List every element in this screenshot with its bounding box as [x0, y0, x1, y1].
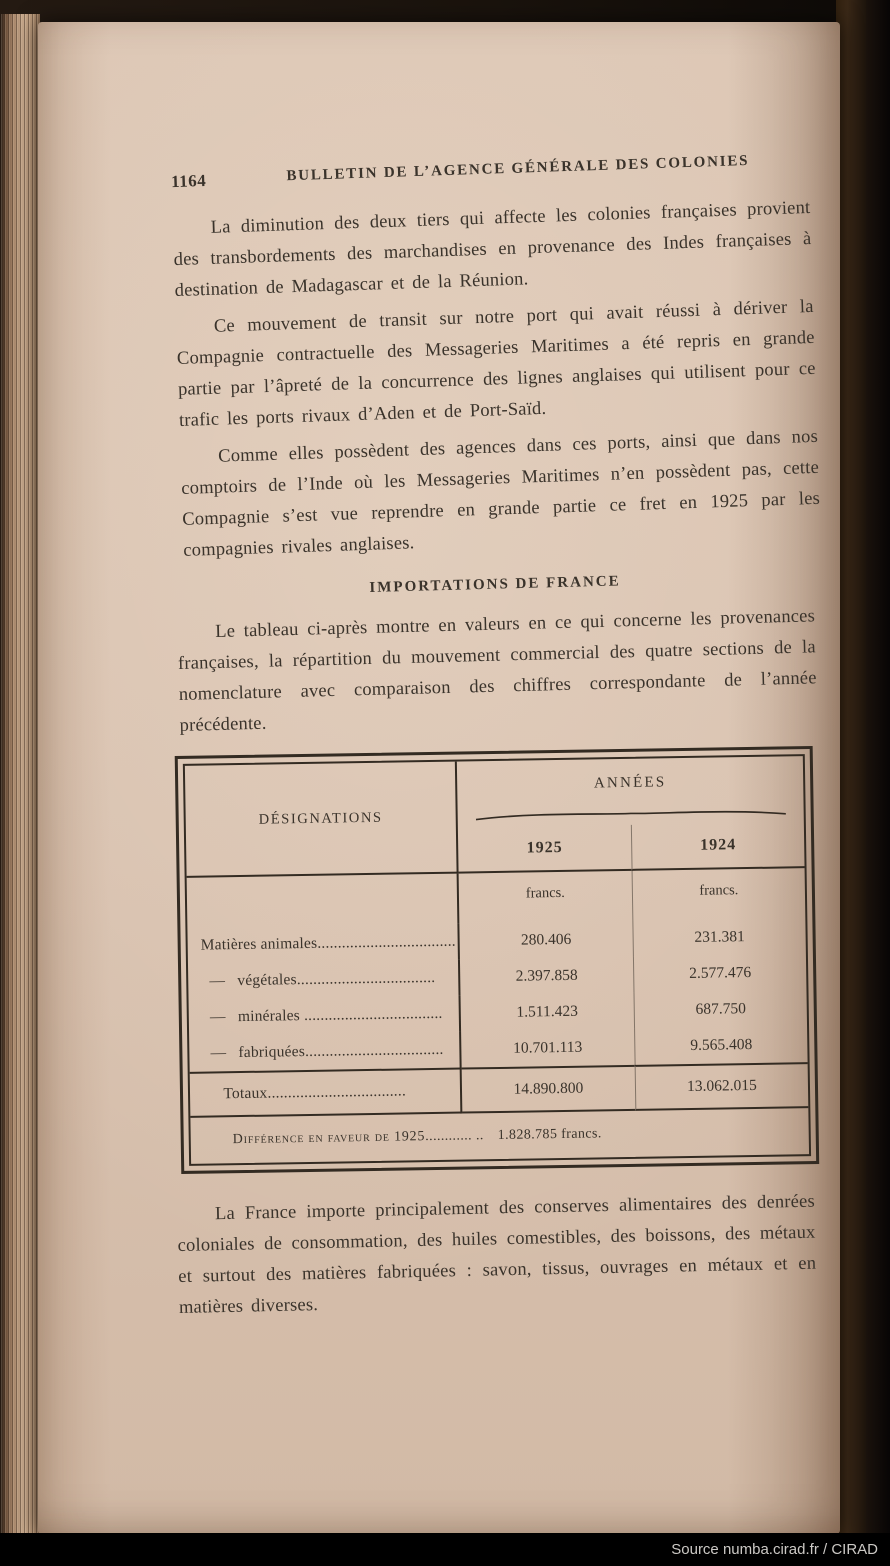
table-cell-value: 231.381	[632, 918, 806, 957]
table-row-label: — minérales ..................................	[189, 996, 461, 1036]
table-cell-value: 2.397.858	[515, 966, 578, 985]
annees-brace-curve	[471, 806, 790, 822]
table-cell-value: 9.565.408	[634, 1026, 808, 1065]
paragraph: Le tableau ci-après montre en valeurs en ce qui concerne les provenances françaises, la répartition du mouvement commercial des quatre sections de la nomenclature avec comparaison des chiffres correspondante de l’année précédente.	[177, 606, 817, 736]
difference-value: 1.828.785 francs.	[497, 1126, 602, 1143]
table-totals-label: Totaux..................................	[190, 1068, 463, 1118]
page-stack-edge	[0, 14, 40, 1550]
table-header-designations: DÉSIGNATIONS	[185, 762, 459, 878]
book-gutter-shadow	[836, 0, 868, 1566]
table-cell-value: 687.750	[633, 990, 807, 1029]
table-grid	[185, 756, 809, 1164]
paragraph: La France importe principalement des conserves alimentaires des denrées coloniales de consommation, des huiles comestibles, des boissons, des métaux et surtout des matières fabriquées : savon, tissus, ouvrages en métaux et en matières diverses.	[177, 1191, 817, 1318]
table-header-1924: 1924	[631, 822, 805, 871]
annees-label: ANNÉES	[593, 774, 667, 792]
source-credit: Source numba.cirad.fr / CIRAD	[671, 1541, 878, 1558]
table-header-annees	[457, 756, 804, 827]
paragraph: Comme elles possèdent des agences dans ces ports, ainsi que dans nos comptoirs de l’Inde où les Messageries Maritimes n’en possèdent pas, cette Compagnie s’est vue reprendre en grande partie ce fret en 1925 par les compagnies rivales anglaises.	[180, 426, 821, 561]
journal-title: BULLETIN DE L’AGENCE GÉNÉRALE DES COLONIES	[286, 152, 750, 185]
table-cell-value: 1.511.423	[516, 1002, 579, 1021]
unit-label-1925: francs.	[525, 884, 565, 902]
table-difference-row	[190, 1108, 809, 1164]
page-header	[171, 151, 810, 198]
table-cell-value: 2.577.476	[633, 954, 807, 993]
section-block	[176, 568, 818, 742]
table-header-1925: 1925	[458, 825, 632, 874]
table-totals-value: 13.062.015	[635, 1062, 809, 1111]
table-outer-border	[175, 746, 819, 1174]
imports-table	[175, 746, 819, 1174]
table-row-label: — fabriquées..................................	[189, 1032, 461, 1072]
table-inner-border	[183, 754, 811, 1166]
unit-label-1924: francs.	[632, 868, 806, 921]
page-content	[38, 22, 840, 1324]
page-surface	[38, 22, 840, 1534]
page-number: 1164	[170, 170, 207, 192]
table-cell-value: 280.406	[520, 930, 572, 949]
difference-label: Différence en faveur de 1925	[232, 1129, 426, 1148]
difference-dots: ............ ..	[425, 1128, 484, 1145]
table-row-label: — végétales..................................	[188, 960, 460, 1000]
paragraph: La diminution des deux tiers qui affecte les colonies françaises provient des transbordements des marchandises en provenance des Indes françaises à destination de Madagascar et de la Réunion.	[173, 197, 812, 302]
section-heading: IMPORTATIONS DE FRANCE	[369, 573, 621, 596]
table-row-label: Matières animales..................................	[187, 924, 459, 964]
table-empty-cell	[187, 874, 460, 928]
upper-text-block	[171, 151, 822, 567]
table-totals-value: 14.890.800	[462, 1065, 636, 1114]
book-cover	[866, 0, 890, 1566]
closing-text-block	[177, 1187, 817, 1324]
table-cell-value: 10.701.113	[513, 1038, 583, 1057]
paragraph: Ce mouvement de transit sur notre port qui avait réussi à dériver la Compagnie contractuelle des Messageries Maritimes a été repris en grande partie par l’âpreté de la concurrence des lignes anglaises qui utilisent pour ce trafic les ports rivaux d’Aden et de Port-Saïd.	[176, 296, 817, 431]
source-bar	[0, 1533, 890, 1566]
